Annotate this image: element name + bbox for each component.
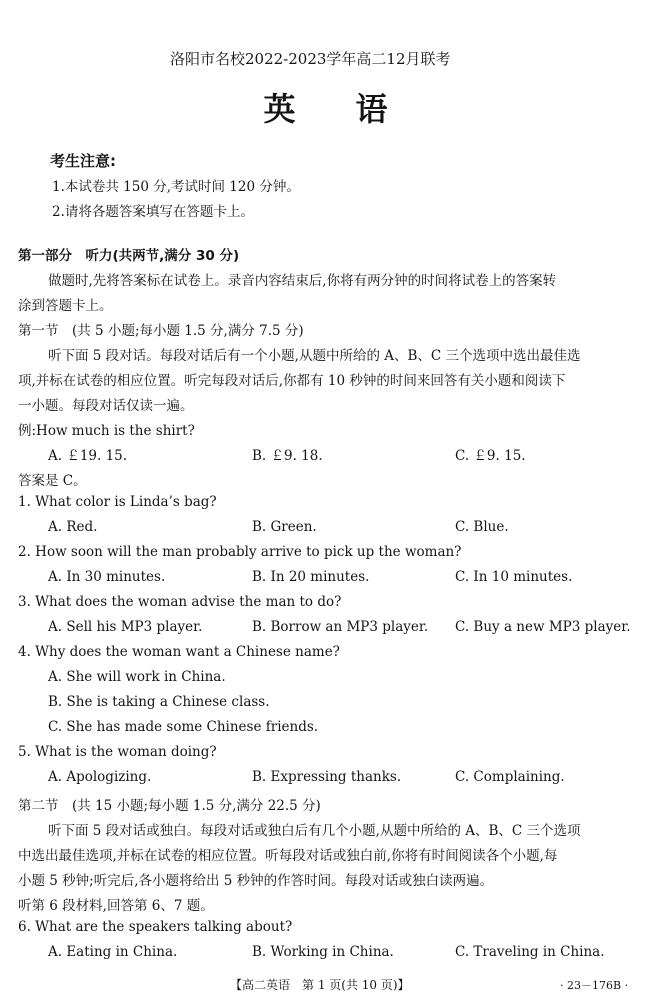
question-4-option-c: C. She has made some Chinese friends. — [48, 719, 319, 735]
question-2: 2. How soon will the man probably arrive to pick up the woman? — [18, 544, 462, 560]
example-option-a: A. ￡19. 15. — [48, 448, 128, 464]
section2-title: 第二节 (共 15 小题;每小题 1.5 分,满分 22.5 分) — [18, 798, 321, 814]
section2-instructions: 小题 5 秒钟;听完后,各小题将给出 5 秒钟的作答时间。每段对话或独白读两遍。 — [18, 873, 494, 889]
page-footer — [0, 976, 651, 996]
question-4: 4. Why does the woman want a Chinese name? — [18, 644, 340, 660]
section1-instructions: 项,并标在试卷的相应位置。听完每段对话后,你都有 10 秒钟的时间来回答有关小题和阅读下 — [18, 373, 566, 389]
paper-code: · 23－176B · — [560, 979, 629, 992]
section2-instructions: 听下面 5 段对话或独白。每段对话或独白后有几个小题,从题中所给的 A、B、C 三个选项 — [48, 823, 581, 839]
question-6-option-c: C. Traveling in China. — [455, 944, 605, 960]
question-2-option-b: B. In 20 minutes. — [252, 569, 370, 585]
page-info: 【高二英语 第 1 页(共 10 页)】 — [230, 978, 410, 992]
section2-instructions: 中选出最佳选项,并标在试卷的相应位置。听每段对话或独白前,你将有时间阅读各个小题,每 — [18, 848, 558, 864]
question-3-option-b: B. Borrow an MP3 player. — [252, 619, 429, 635]
question-3-option-c: C. Buy a new MP3 player. — [455, 619, 631, 635]
example-question: 例:How much is the shirt? — [18, 423, 195, 439]
example-option-c: C. ￡9. 15. — [455, 448, 526, 464]
notice-title: 考生注意: — [50, 152, 116, 170]
question-6: 6. What are the speakers talking about? — [18, 919, 293, 935]
question-1-option-b: B. Green. — [252, 519, 317, 535]
part1-intro: 做题时,先将答案标在试卷上。录音内容结束后,你将有两分钟的时间将试卷上的答案转 — [48, 273, 557, 289]
section1-instructions: 听下面 5 段对话。每段对话后有一个小题,从题中所给的 A、B、C 三个选项中选出最佳选 — [48, 348, 581, 364]
example-answer: 答案是 C。 — [18, 473, 87, 489]
subject-title: 英语 — [263, 90, 448, 128]
part1-intro: 涂到答题卡上。 — [18, 298, 113, 314]
question-1-option-a: A. Red. — [48, 519, 98, 535]
question-3: 3. What does the woman advise the man to do? — [18, 594, 342, 610]
question-5: 5. What is the woman doing? — [18, 744, 217, 760]
part1-title: 第一部分 听力(共两节,满分 30 分) — [18, 248, 240, 264]
question-3-option-a: A. Sell his MP3 player. — [48, 619, 203, 635]
notice-item: 2.请将各题答案填写在答题卡上。 — [52, 204, 254, 220]
section1-title: 第一节 (共 5 小题;每小题 1.5 分,满分 7.5 分) — [18, 323, 304, 339]
question-2-option-a: A. In 30 minutes. — [48, 569, 166, 585]
question-6-option-a: A. Eating in China. — [48, 944, 178, 960]
question-4-option-b: B. She is taking a Chinese class. — [48, 694, 270, 710]
question-5-option-c: C. Complaining. — [455, 769, 565, 785]
material-note: 听第 6 段材料,回答第 6、7 题。 — [18, 898, 214, 914]
notice-item: 1.本试卷共 150 分,考试时间 120 分钟。 — [52, 179, 300, 195]
question-6-option-b: B. Working in China. — [252, 944, 394, 960]
example-option-b: B. ￡9. 18. — [252, 448, 323, 464]
question-4-option-a: A. She will work in China. — [48, 669, 226, 685]
exam-title: 洛阳市名校2022-2023学年高二12月联考 — [170, 50, 451, 68]
question-5-option-a: A. Apologizing. — [48, 769, 152, 785]
section1-instructions: 一小题。每段对话仅读一遍。 — [18, 398, 194, 414]
question-2-option-c: C. In 10 minutes. — [455, 569, 573, 585]
question-1-option-c: C. Blue. — [455, 519, 509, 535]
question-1: 1. What color is Linda’s bag? — [18, 494, 217, 510]
question-5-option-b: B. Expressing thanks. — [252, 769, 402, 785]
